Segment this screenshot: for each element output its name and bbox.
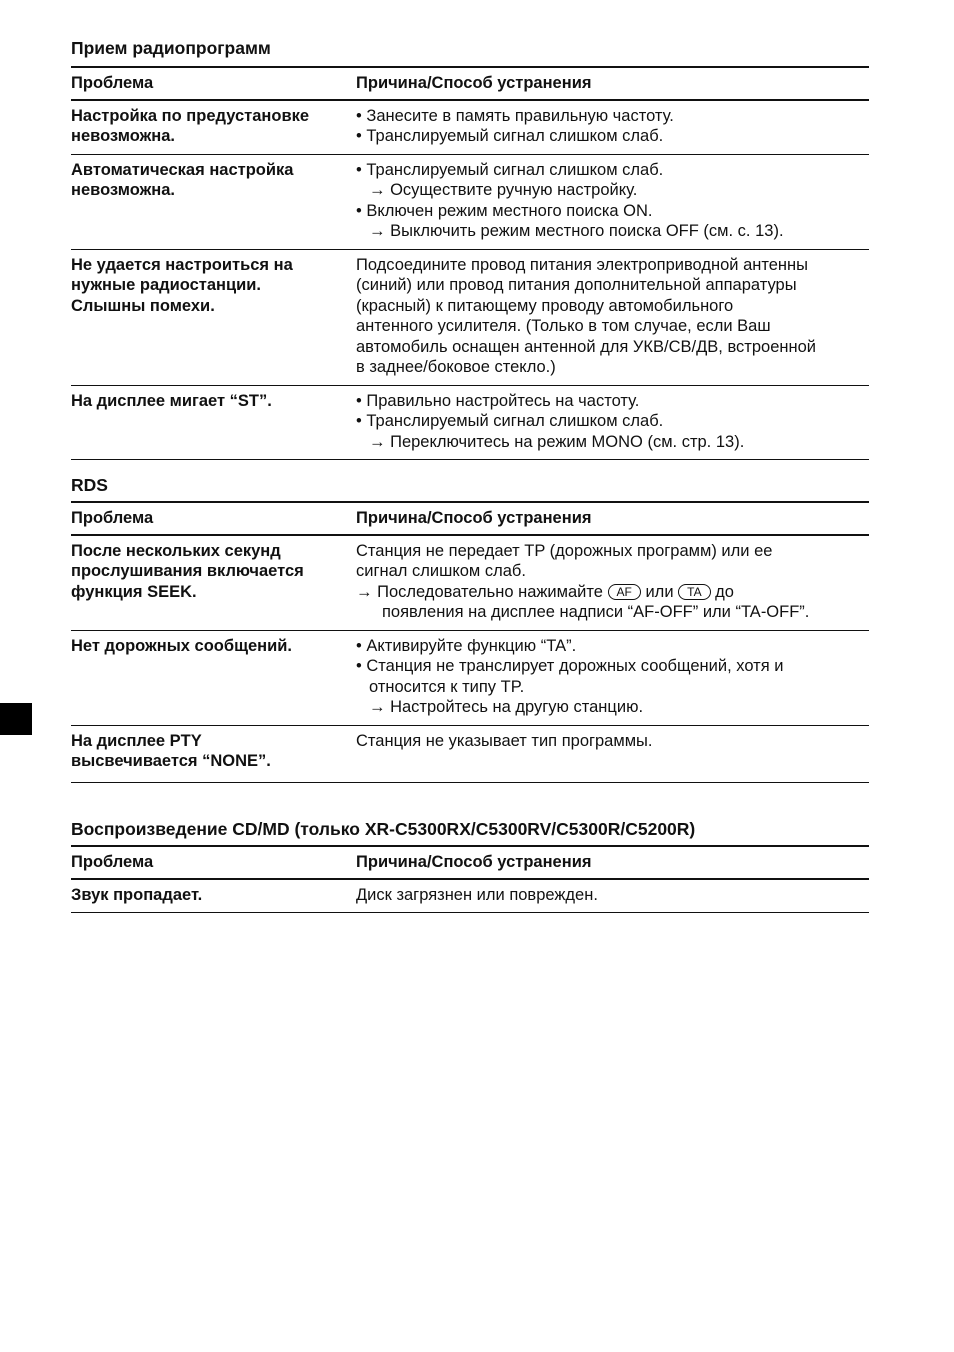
cause-line: Станция не передает TP (дорожных программ) или ее <box>356 541 773 560</box>
cause-cell <box>356 630 869 725</box>
cause-line: появления на дисплее надписи “AF-OFF” или “TA-OFF”. <box>382 603 810 621</box>
problem-line: Автоматическая настройка <box>71 160 294 179</box>
problem-line: высвечивается “NONE”. <box>71 752 271 770</box>
cause-line-with-keys <box>356 582 869 603</box>
table-header-row <box>71 67 869 100</box>
section-title-cd-md: Воспроизведение CD/MD (только XR-C5300RX/C5300RV/C5300R/C5200R) <box>71 819 696 839</box>
cause-line: автомобиль оснащен антенной для УКВ/СВ/ДВ, встроенной <box>356 337 816 356</box>
cause-line: → Переключитесь на режим MONO (см. стр. 13). <box>369 432 745 451</box>
problem-line: прослушивания включается <box>71 562 304 580</box>
page-tab-marker <box>0 703 32 735</box>
problem-cell <box>71 154 356 249</box>
header-cause: Причина/Способ устранения <box>356 846 869 879</box>
cause-line: Станция не указывает тип программы. <box>356 731 653 750</box>
cause-line: • Транслируемый сигнал слишком слаб. <box>356 412 664 430</box>
table-cd-md <box>71 845 869 913</box>
header-problem: Проблема <box>71 846 356 879</box>
cause-cell <box>356 535 869 631</box>
table-radio <box>71 66 869 460</box>
cause-cell <box>356 100 869 155</box>
problem-line: На дисплее мигает “ST”. <box>71 391 272 410</box>
ta-button-icon: TA <box>678 584 710 600</box>
cause-line: • Транслируемый сигнал слишком слаб. <box>356 127 664 145</box>
af-button-icon: AF <box>608 584 641 600</box>
cause-line: (красный) к питающему проводу автомобильного <box>356 296 734 315</box>
problem-line: Звук пропадает. <box>71 885 203 904</box>
table-row <box>71 100 869 155</box>
problem-cell <box>71 535 356 631</box>
section-title-radio: Прием радиопрограмм <box>71 38 271 58</box>
problem-line: На дисплее PTY <box>71 731 202 750</box>
problem-line: нужные радиостанции. <box>71 276 262 294</box>
problem-line: невозможна. <box>71 127 175 145</box>
cause-cell <box>356 725 869 782</box>
cause-line: → Осуществите ручную настройку. <box>369 181 638 199</box>
cause-line: (синий) или провод питания дополнительной аппаратуры <box>356 276 797 294</box>
cause-line: → Выключить режим местного поиска OFF (см. с. 13). <box>369 222 784 240</box>
problem-line: невозможна. <box>71 181 175 199</box>
cause-line: Диск загрязнен или поврежден. <box>356 885 598 904</box>
table-row <box>71 725 869 782</box>
cause-line: • Станция не транслирует дорожных сообщений, хотя и <box>356 657 784 675</box>
table-row <box>71 879 869 913</box>
cause-line: в заднее/боковое стекло.) <box>356 358 556 376</box>
problem-cell <box>71 630 356 725</box>
table-row <box>71 154 869 249</box>
section-title-rds: RDS <box>71 475 108 495</box>
cause-line: → Настройтесь на другую станцию. <box>369 698 644 716</box>
cause-line: сигнал слишком слаб. <box>356 562 526 580</box>
header-problem: Проблема <box>71 67 356 100</box>
cause-line: • Занесите в память правильную частоту. <box>356 106 674 125</box>
header-cause: Причина/Способ устранения <box>356 67 869 100</box>
table-header-row <box>71 846 869 879</box>
problem-cell <box>71 385 356 460</box>
table-row <box>71 535 869 631</box>
cause-cell <box>356 249 869 385</box>
table-row <box>71 385 869 460</box>
problem-line: Не удается настроиться на <box>71 255 293 274</box>
table-row <box>71 630 869 725</box>
problem-line: функция SEEK. <box>71 582 197 601</box>
cause-text: или <box>645 582 674 601</box>
cause-cell <box>356 385 869 460</box>
header-cause: Причина/Способ устранения <box>356 502 869 535</box>
problem-cell <box>71 100 356 155</box>
header-problem: Проблема <box>71 502 356 535</box>
cause-line: относится к типу TP. <box>369 677 525 696</box>
table-rds <box>71 501 869 783</box>
cause-line: • Правильно настройтесь на частоту. <box>356 391 640 410</box>
problem-cell <box>71 725 356 782</box>
cause-line: антенного усилителя. (Только в том случае, если Ваш <box>356 317 771 335</box>
cause-line: • Включен режим местного поиска ON. <box>356 201 653 220</box>
cause-line: Подсоедините провод питания электроприводной антенны <box>356 255 809 274</box>
cause-cell <box>356 879 869 913</box>
table-row <box>71 249 869 385</box>
table-header-row <box>71 502 869 535</box>
cause-cell <box>356 154 869 249</box>
problem-cell <box>71 879 356 913</box>
problem-cell <box>71 249 356 385</box>
cause-line: • Транслируемый сигнал слишком слаб. <box>356 160 664 179</box>
problem-line: Настройка по предустановке <box>71 106 310 125</box>
problem-line: Нет дорожных сообщений. <box>71 636 293 655</box>
problem-line: После нескольких секунд <box>71 541 281 560</box>
cause-line: • Активируйте функцию “TA”. <box>356 636 577 655</box>
cause-text: → Последовательно нажимайте <box>356 582 603 601</box>
cause-text: до <box>715 582 734 601</box>
problem-line: Слышны помехи. <box>71 296 215 315</box>
